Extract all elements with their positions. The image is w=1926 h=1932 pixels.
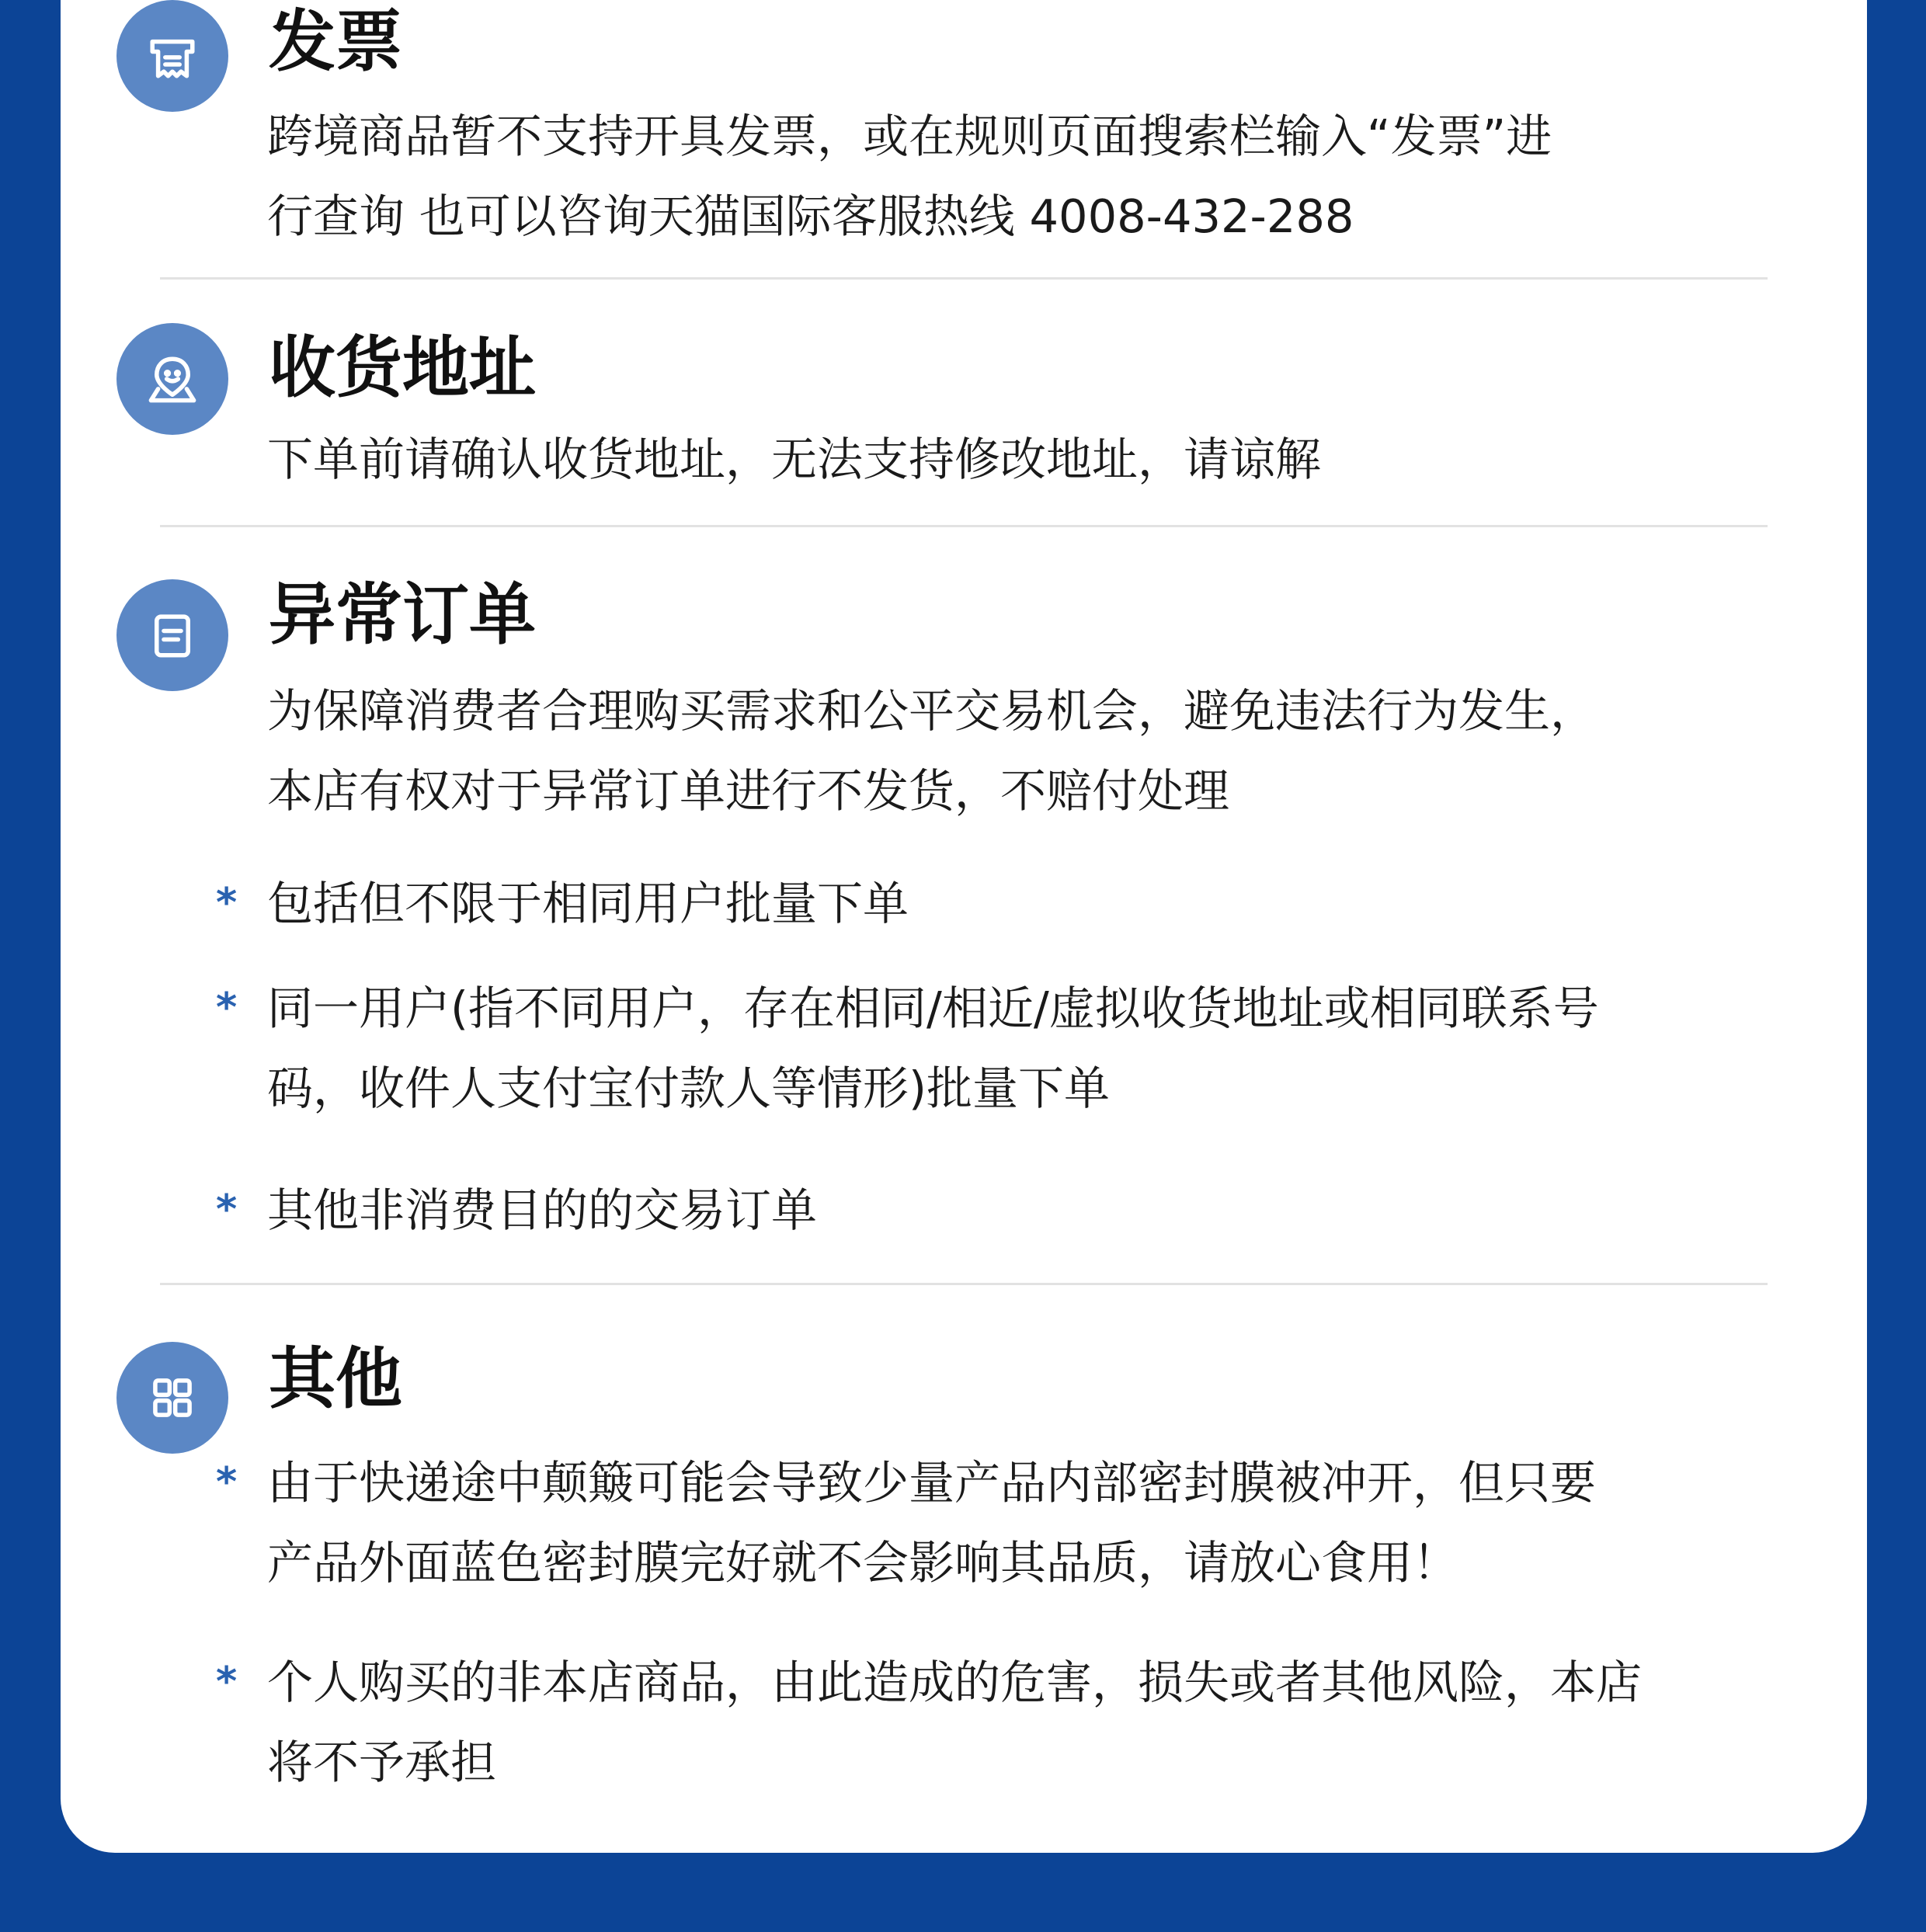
receipt-icon [116, 0, 228, 112]
bullet-star-icon: * [216, 880, 238, 926]
address-text-line-1: 下单前请确认收货地址，无法支持修改地址，请谅解 [267, 433, 1322, 486]
list-item [216, 863, 909, 943]
list-item-text: 产品外面蓝色密封膜完好就不会影响其品质，请放心食用！ [267, 1536, 1459, 1590]
list-item [216, 1443, 1596, 1603]
section-divider [160, 525, 1768, 527]
list-item [216, 968, 1599, 1128]
list-item-text: 将不予承担 [267, 1736, 497, 1789]
abnormal-text-line-1: 为保障消费者合理购买需求和公平交易机会，避免违法行为发生， [267, 684, 1597, 738]
invoice-text-line-2: 行查询 也可以咨询天猫国际客服热线 4008-432-288 [267, 189, 1354, 243]
bullet-star-icon: * [216, 1659, 238, 1705]
section-title-abnormal-orders: 异常订单 [269, 576, 536, 654]
location-person-icon [116, 323, 228, 435]
abnormal-text-line-2: 本店有权对于异常订单进行不发货，不赔付处理 [267, 764, 1230, 818]
list-item-text: 由于快递途中颠簸可能会导致少量产品内部密封膜被冲开，但只要 [267, 1456, 1597, 1510]
list-item-text: 同一用户(指不同用户，存在相同/相近/虚拟收货地址或相同联系号 [267, 982, 1599, 1035]
section-divider [160, 1283, 1768, 1285]
list-item-text: 个人购买的非本店商品，由此造成的危害，损失或者其他风险，本店 [267, 1656, 1643, 1709]
invoice-text-line-1: 跨境商品暂不支持开具发票，或在规则页面搜索栏输入“发票”进 [267, 109, 1552, 163]
list-item [216, 1170, 817, 1250]
list-item [216, 1642, 1642, 1802]
list-item-text: 码，收件人支付宝付款人等情形)批量下单 [267, 1062, 1111, 1115]
section-divider [160, 277, 1768, 280]
notice-card [61, 0, 1867, 1853]
grid-icon [116, 1342, 228, 1454]
section-title-shipping-address: 收货地址 [269, 329, 536, 407]
section-title-other: 其他 [269, 1340, 402, 1418]
section-title-invoice: 发票 [269, 3, 402, 81]
list-item-text: 包括但不限于相同用户批量下单 [267, 877, 909, 930]
bullet-star-icon: * [216, 985, 238, 1031]
document-icon [116, 579, 228, 691]
bullet-star-icon: * [216, 1459, 238, 1506]
list-item-text: 其他非消费目的的交易订单 [267, 1183, 818, 1237]
bullet-star-icon: * [216, 1187, 238, 1233]
